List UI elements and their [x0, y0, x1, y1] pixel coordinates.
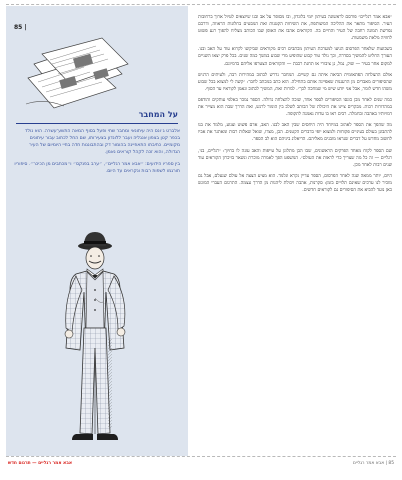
victorian-man-illustration [40, 228, 150, 458]
page-number: 85 | [14, 24, 27, 31]
crop-line-bottom [6, 456, 396, 457]
article-paragraph: היום, יותר ממאה שנה לאחר הפרסום, הספר עדיין נקרא ונלמד. הוא מציע הצצה אל עולם שנעלם, אבל גם מזכיר לנו ערכים שאינם תלויים בזמן: סקרנות, אהבה ויכולת ליהנות מן הדרך עצמה. התרגום העברי המוגש כאן נועד להביא את הסיפורים גם לקוראים חדשים. [198, 173, 392, 193]
article-paragraph: ״אבא אמר רגליים״ פורסם לראשונה בעיתון יומי בלונדון, ובו מסופר על אב ובנו שיוצאים לטיול ארוך ברחובות העיר. הסיפור מתאר את ההליכה המשותפת, את השיחות הקטנות ואת המבטים בחלונות הראווה, ודרכם נפרשת תמונה רחבה של העיר והחיים בה. הקוראים אהבו את האופן שבו הכותב מצליח להפוך רגע פשוט לחוויה מלאת משמעות. [198, 15, 392, 42]
sidebar-title-rule [16, 123, 178, 124]
article-paragraph: שם הספר לקוח מאחד הפרקים הראשונים, שבו הבן מתלונן על עייפות והאב עונה לו בחיוך: ״רגליים, בני, רגליים — זה כל מה שצריך כדי לראות את העולם״. המשפט הפך לאמרה מוכרת ונשאר בזיכרון הקוראים עוד שנים רבות לאחר מכן. [198, 148, 392, 168]
article-paragraph: מה שהפך את הספר לאהוב במיוחד היה היחסים שבין האב לבנו. האב, אדם פשוט וצנוע, מלמד את בנו להתבונן בעולם בעיניים פקוחות ולמצוא יופי בדברים הקטנים. הבן, מצדו, שואל שאלות רבות ומאתגר את אביו לחשוב מחדש על דברים שנראו מובנים מאליהם. הדיאלוג ביניהם הוא לב הספר. [198, 123, 392, 143]
article-body [198, 14, 392, 198]
article-paragraph: בשבועות שלאחר הפרסום הגיעו למערכת העיתון מכתבים רבים מקוראים שביקשו לקרוא עוד על האב ובנו. העורך החליט להמשיך בסדרה, וכך נולד טור קבוע שהופיע מדי שבוע במשך כמה שנים. בכל פרק יצאו השניים למקום אחר בעיר — שוק, נמל, גן ציבורי או תחנת רכבת — והקוראים הצטרפו אליהם בדמיונם. [198, 47, 392, 67]
sidebar-body [14, 128, 180, 181]
article-paragraph: כמה שנים לאחר מכן כונסו הסיפורים לספר אחד, שזכה להצלחה גדולה. הספר נמכר באלפי עותקים והודפס במהדורות רבות. מבקרים ציינו את היכולת של הכותב לשלב בין הומור לרגש, ואת הדרך שבה הוא מצייר את דמויותיו באהבה ובחמלה. רבים ראו בו עדות נאמנה לתקופה. [198, 97, 392, 118]
footer-right-text: 85 | אבא אמר רגליים [352, 461, 394, 466]
newspapers-illustration [24, 34, 134, 114]
crop-line-top [6, 4, 396, 5]
sidebar-paragraph: בין ספריו הידועים: ״אבא אמר רגליים״, ״ערב בפנקס״ ו״מכתבים מן הכיכר״. סיפוריו תורגמו לשפות רבות ונקראים עד היום. [14, 162, 180, 175]
footer-left-text: אבא אמר רגליים — תרגום חדש [8, 461, 73, 466]
article-paragraph: אולם ההצלחה הפתאומית הביאה איתה גם קשיים. המחבר נדרש לכתוב במהירות רבה, ולעיתים הרגיש שהסיפורים מאבדים מן הרעננות שאפיינה אותם בתחילה. הוא כתב במכתב לחבר: ״קשה לי למצוא בכל שבוע משהו חדש לומר, אבל אני יודע שיש מי שמחכה לכך״. למרות זאת, המשיך לכתוב ונאמן לקוראיו עד הסוף. [198, 72, 392, 92]
sidebar-paragraph: אלברט ג׳ונס היה עיתונאי ומחבר שחי ופעל בסוף המאה התשע־עשרה. הוא נולד בכפר קטן בצפון אנגליה ועבר ללונדון בצעירותו, שם החל לכתוב עבור עיתונים מקומיים. כתיבתו התאפיינה בהומור דק ובהתבוננות חדה בחיי היומיום של העיר הגדולה, והוא זכה לקהל קוראים נאמן. [24, 129, 180, 156]
sidebar-title: על המחבר [138, 110, 178, 119]
